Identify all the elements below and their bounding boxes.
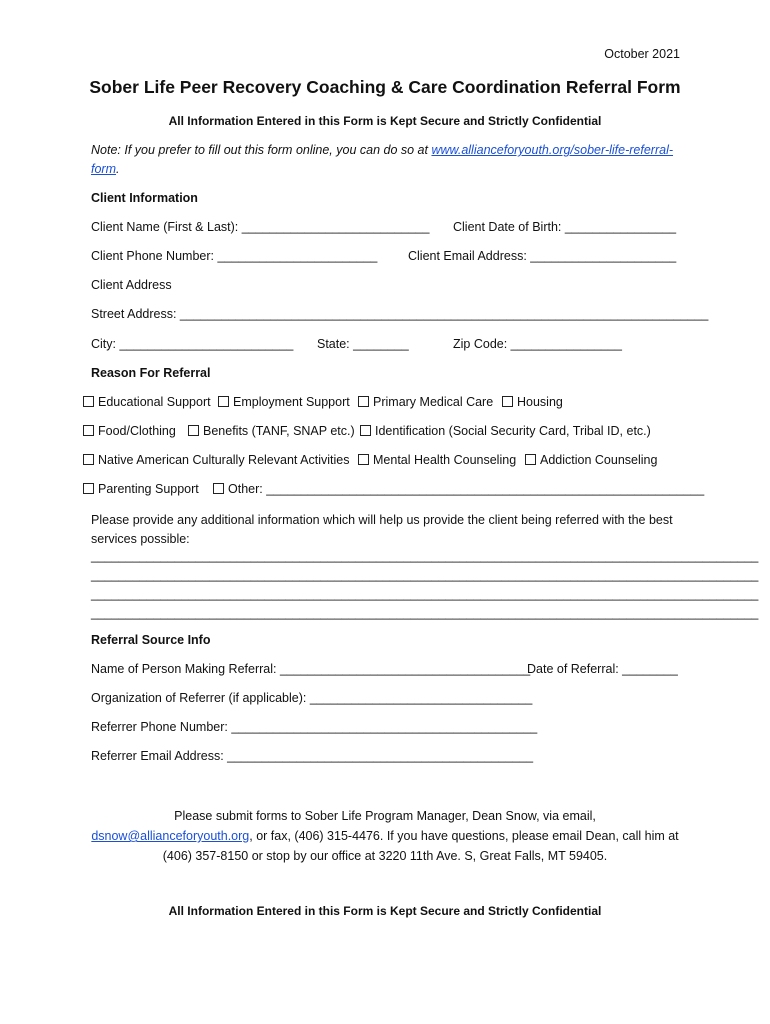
zip-field[interactable]: Zip Code: ________________ <box>453 337 622 351</box>
checkbox-icon <box>83 396 94 407</box>
online-form-link[interactable]: www.allianceforyouth.org/sober-life-referral-form <box>91 143 674 176</box>
checkbox-native-american-activities[interactable] <box>83 453 350 467</box>
checkbox-label: Mental Health Counseling <box>373 453 517 467</box>
checkbox-icon <box>358 396 369 407</box>
confidentiality-notice: All Information Entered in this Form is Kept Secure and Strictly Confidential <box>168 114 602 128</box>
reason-heading: Reason For Referral <box>91 366 211 380</box>
checkbox-label: Primary Medical Care <box>373 395 494 409</box>
checkbox-food-clothing[interactable] <box>83 424 176 438</box>
submit-text-2: , or fax, (406) 315-4476. If you have questions, please email Dean, call him at (406) 357-8150 or stop by our office at 3220 11th Ave. S, Great Falls, MT 59405. <box>162 829 679 863</box>
footer-confidentiality-notice: All Information Entered in this Form is Kept Secure and Strictly Confidential <box>168 904 602 918</box>
checkbox-other[interactable] <box>213 482 704 496</box>
additional-info-line-3[interactable]: ________________________________________________________________________________________________ <box>91 587 759 601</box>
online-note <box>91 141 681 179</box>
checkbox-label: Employment Support <box>233 395 350 409</box>
referrer-organization-field[interactable]: Organization of Referrer (if applicable): ________________________________ <box>91 691 533 705</box>
checkbox-icon <box>188 425 199 436</box>
checkbox-identification[interactable] <box>360 424 651 438</box>
checkbox-benefits[interactable] <box>188 424 355 438</box>
checkbox-mental-health-counseling[interactable] <box>358 453 516 467</box>
submit-text-1: Please submit forms to Sober Life Program Manager, Dean Snow, via email, <box>174 809 596 823</box>
checkbox-label: Addiction Counseling <box>540 453 658 467</box>
checkbox-employment-support[interactable] <box>218 395 350 409</box>
checkbox-educational-support[interactable] <box>83 395 211 409</box>
checkbox-icon <box>83 454 94 465</box>
additional-info-line-2[interactable]: ________________________________________________________________________________________________ <box>91 568 759 582</box>
additional-info-prompt: Please provide any additional information which will help us provide the client being referred with the best services possible: <box>91 513 673 546</box>
client-info-heading: Client Information <box>91 191 198 205</box>
checkbox-icon <box>218 396 229 407</box>
checkbox-icon <box>213 483 224 494</box>
note-text: Note: If you prefer to fill out this form online, you can do so at <box>91 143 432 157</box>
referral-source-heading: Referral Source Info <box>91 633 211 647</box>
checkbox-label: Food/Clothing <box>98 424 176 438</box>
checkbox-label: Other: _______________________________________________________________ <box>228 482 705 496</box>
checkbox-icon <box>83 483 94 494</box>
client-email-field[interactable]: Client Email Address: _____________________ <box>408 249 677 263</box>
checkbox-parenting-support[interactable] <box>83 482 199 496</box>
checkbox-label: Parenting Support <box>98 482 199 496</box>
checkbox-label: Housing <box>517 395 563 409</box>
checkbox-label: Native American Culturally Relevant Activities <box>98 453 350 467</box>
checkbox-primary-medical-care[interactable] <box>358 395 493 409</box>
checkbox-icon <box>83 425 94 436</box>
submission-instructions <box>85 806 685 866</box>
checkbox-label: Benefits (TANF, SNAP etc.) <box>203 424 355 438</box>
client-address-heading: Client Address <box>91 278 172 292</box>
referral-date-field[interactable]: Date of Referral: ________ <box>527 662 678 676</box>
form-date: October 2021 <box>604 47 680 61</box>
checkbox-label: Identification (Social Security Card, Tribal ID, etc.) <box>375 424 651 438</box>
referrer-email-field[interactable]: Referrer Email Address: ____________________________________________ <box>91 749 534 763</box>
referrer-phone-field[interactable]: Referrer Phone Number: ____________________________________________ <box>91 720 538 734</box>
client-phone-field[interactable]: Client Phone Number: _______________________ <box>91 249 378 263</box>
city-field[interactable]: City: _________________________ <box>91 337 294 351</box>
referrer-name-field[interactable]: Name of Person Making Referral: ____________________________________ <box>91 662 531 676</box>
note-suffix: . <box>116 162 120 176</box>
street-address-field[interactable]: Street Address: ____________________________________________________________________________ <box>91 307 709 321</box>
manager-email-link[interactable]: dsnow@allianceforyouth.org <box>91 829 250 843</box>
checkbox-icon <box>360 425 371 436</box>
page-title: Sober Life Peer Recovery Coaching & Care Coordination Referral Form <box>89 77 681 97</box>
checkbox-icon <box>525 454 536 465</box>
checkbox-icon <box>502 396 513 407</box>
checkbox-addiction-counseling[interactable] <box>525 453 657 467</box>
client-name-field[interactable]: Client Name (First & Last): ___________________________ <box>91 220 430 234</box>
additional-info-line-4[interactable]: ________________________________________________________________________________________________ <box>91 606 759 620</box>
additional-info-line-1[interactable]: ________________________________________________________________________________________________ <box>91 549 759 563</box>
client-dob-field[interactable]: Client Date of Birth: ________________ <box>453 220 677 234</box>
state-field[interactable]: State: ________ <box>317 337 409 351</box>
checkbox-housing[interactable] <box>502 395 563 409</box>
checkbox-label: Educational Support <box>98 395 211 409</box>
checkbox-icon <box>358 454 369 465</box>
